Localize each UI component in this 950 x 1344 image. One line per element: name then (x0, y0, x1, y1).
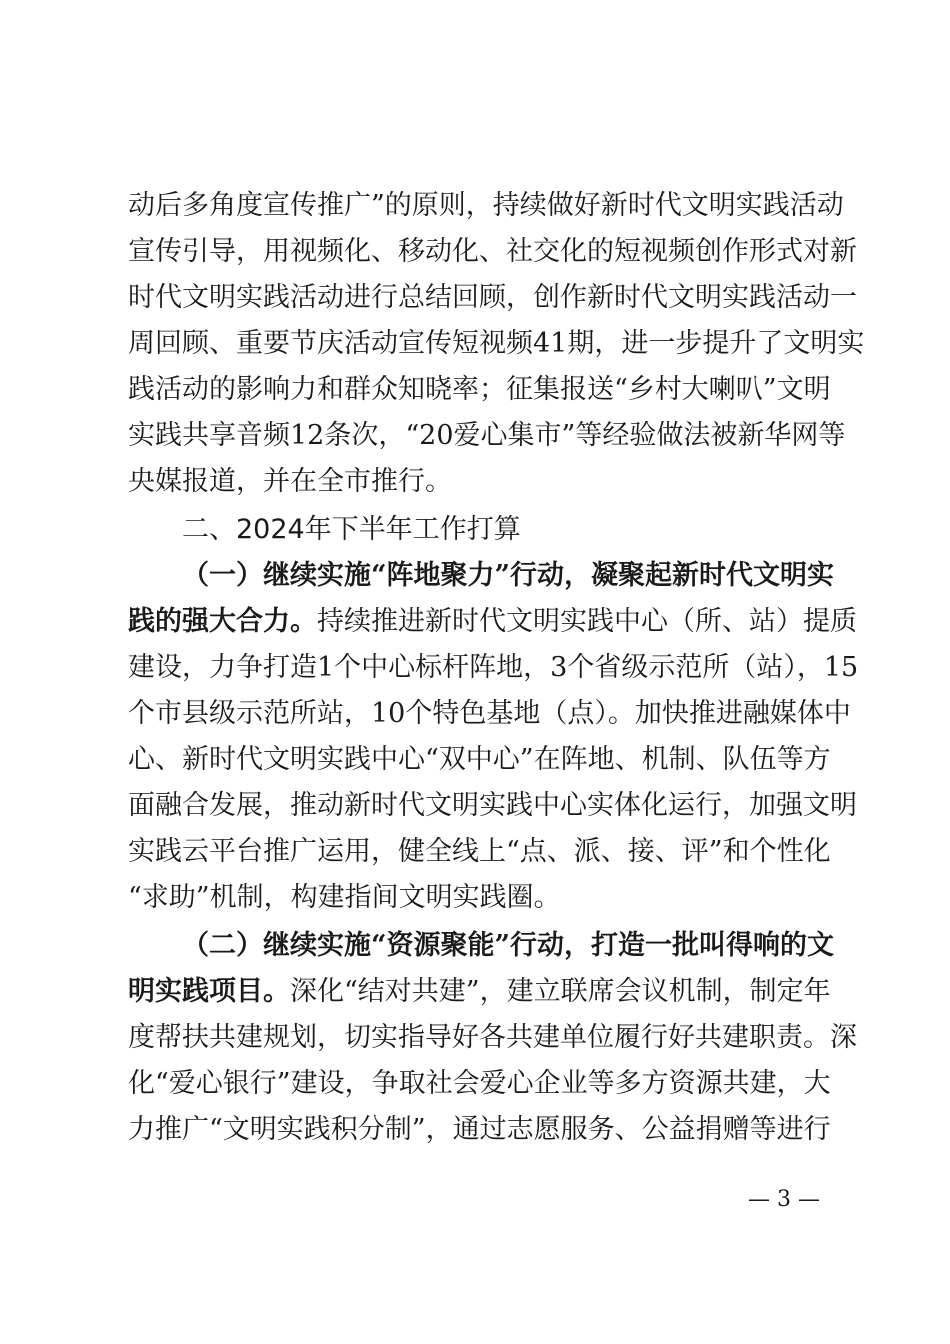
body-line: 央媒报道，并在全市推行。 (128, 466, 452, 497)
body-line: 实践共享音频12条次，“20爱心集市”等经验做法被新华网等 (128, 420, 846, 451)
page-number: — 3 — (748, 1187, 820, 1212)
body-line: 动后多角度宣传推广”的原则，持续做好新时代文明实践活动 (128, 190, 844, 221)
body-line: 面融合发展，推动新时代文明实践中心实体化运行，加强文明 (128, 790, 857, 821)
body-line: 建设，力争打造1个中心标杆阵地，3个省级示范所（站），15 (128, 652, 859, 683)
item2-title-tail: 明实践项目。 (128, 976, 290, 1007)
body-line: 周回顾、重要节庆活动宣传短视频41期，进一步提升了文明实 (128, 328, 865, 359)
body-line: “求助”机制，构建指间文明实践圈。 (128, 882, 561, 913)
item1-title: （一）继续实施“阵地聚力”行动，凝聚起新时代文明实 (182, 560, 835, 591)
item2-text: 深化“结对共建”，建立联席会议机制，制定年 (290, 976, 831, 1007)
item2-title: （二）继续实施“资源聚能”行动，打造一批叫得响的文 (182, 930, 835, 961)
body-line: 时代文明实践活动进行总结回顾，创作新时代文明实践活动一 (128, 282, 857, 313)
body-line: 力推广“文明实践积分制”，通过志愿服务、公益捐赠等进行 (128, 1114, 831, 1145)
body-line: 践活动的影响力和群众知晓率；征集报送“乡村大喇叭”文明 (128, 374, 831, 405)
item1-line (128, 599, 857, 645)
body-line: 个市县级示范所站，10个特色基地（点）。加快推进融媒体中 (128, 698, 851, 729)
item1-text: 持续推进新时代文明实践中心（所、站）提质 (317, 606, 857, 637)
body-line: 实践云平台推广运用，健全线上“点、派、接、评”和个性化 (128, 836, 831, 867)
body-line: 化“爱心银行”建设，争取社会爱心企业等多方资源共建，大 (128, 1068, 831, 1099)
body-line: 心、新时代文明实践中心“双中心”在阵地、机制、队伍等方 (128, 744, 831, 775)
item2-line (128, 969, 831, 1015)
body-line: 宣传引导，用视频化、移动化、社交化的短视频创作形式对新 (128, 236, 857, 267)
item1-title-tail: 践的强大合力。 (128, 606, 317, 637)
section-heading: 二、2024年下半年工作打算 (182, 514, 521, 545)
body-line: 度帮扶共建规划，切实指导好各共建单位履行好共建职责。深 (128, 1022, 857, 1053)
